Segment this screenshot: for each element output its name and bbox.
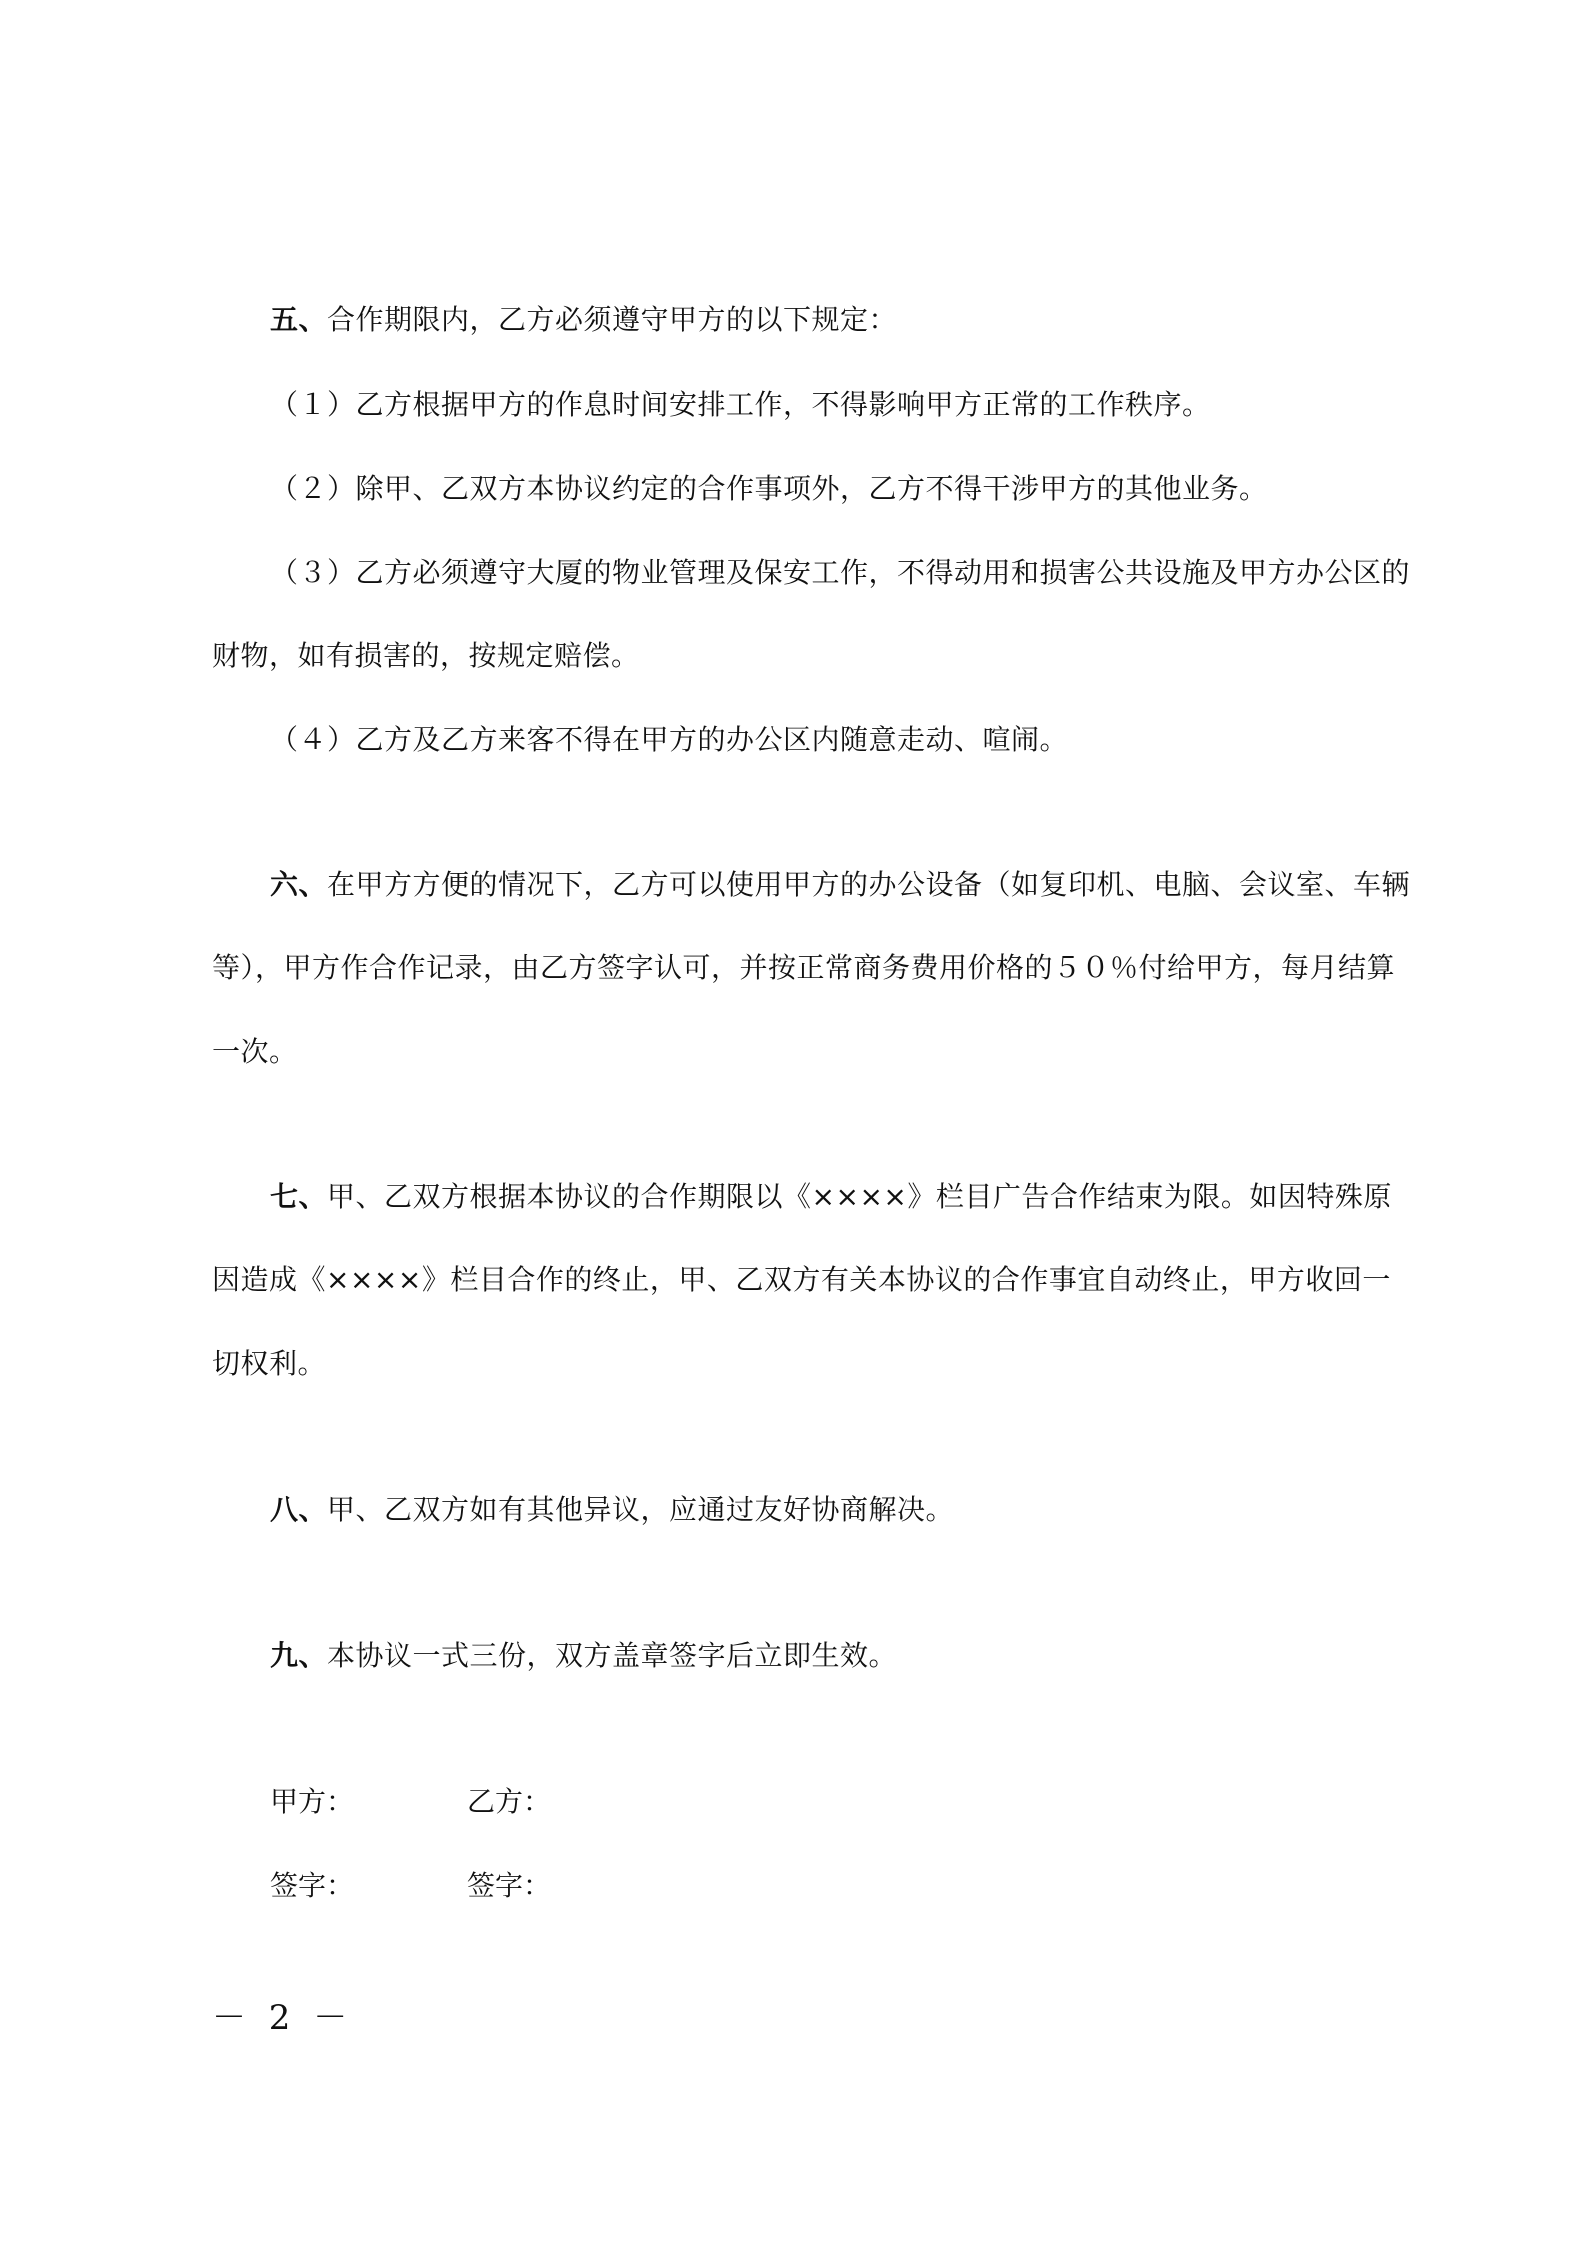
section-7-line-2: 因造成《××××》栏目合作的终止，甲、乙双方有关本协议的合作事宜自动终止，甲方收回一 [212, 1263, 1391, 1296]
section-6-text-1: 在甲方方便的情况下，乙方可以使用甲方的办公设备（如复印机、电脑、会议室、车辆 [327, 868, 1411, 901]
section-7-text-1: 甲、乙双方根据本协议的合作期限以《××××》栏目广告合作结束为限。如因特殊原 [327, 1180, 1392, 1213]
section-5-title: 合作期限内，乙方必须遵守甲方的以下规定： [327, 303, 898, 336]
section-5-number: 五、 [270, 303, 328, 336]
section-7-line-3: 切权利。 [212, 1347, 327, 1380]
section-6-number: 六、 [270, 868, 328, 901]
section-9 [270, 1636, 897, 1676]
section-7-line-1 [270, 1177, 1392, 1217]
page-number: － 2 － [212, 1998, 354, 2038]
section-6-line-1 [270, 865, 1410, 905]
section-6-line-3: 一次。 [212, 1035, 298, 1068]
section-5-item-3: （３）乙方必须遵守大厦的物业管理及保安工作，不得动用和损害公共设施及甲方办公区的 [270, 556, 1411, 589]
section-9-number: 九、 [270, 1639, 328, 1672]
section-8-text: 甲、乙双方如有其他异议，应通过友好协商解决。 [327, 1493, 955, 1526]
section-8 [270, 1490, 954, 1530]
section-6-line-2: 等），甲方作合作记录，由乙方签字认可，并按正常商务费用价格的５０％付给甲方，每月结算 [212, 951, 1396, 984]
section-7-number: 七、 [270, 1180, 328, 1213]
section-5-heading [270, 300, 897, 340]
section-5-item-1: （１）乙方根据甲方的作息时间安排工作，不得影响甲方正常的工作秩序。 [270, 388, 1211, 421]
section-5-item-2: （２）除甲、乙双方本协议约定的合作事项外，乙方不得干涉甲方的其他业务。 [270, 472, 1268, 505]
section-5-item-4: （４）乙方及乙方来客不得在甲方的办公区内随意走动、喧闹。 [270, 723, 1069, 756]
party-b-label: 乙方： [467, 1785, 552, 1818]
section-9-text: 本协议一式三份，双方盖章签字后立即生效。 [327, 1639, 898, 1672]
section-5-item-3-continued: 财物，如有损害的，按规定赔偿。 [212, 639, 640, 672]
party-a-sign-label: 签字： [270, 1869, 355, 1902]
party-a-label: 甲方： [270, 1785, 355, 1818]
section-8-number: 八、 [270, 1493, 328, 1526]
party-b-sign-label: 签字： [467, 1869, 552, 1902]
